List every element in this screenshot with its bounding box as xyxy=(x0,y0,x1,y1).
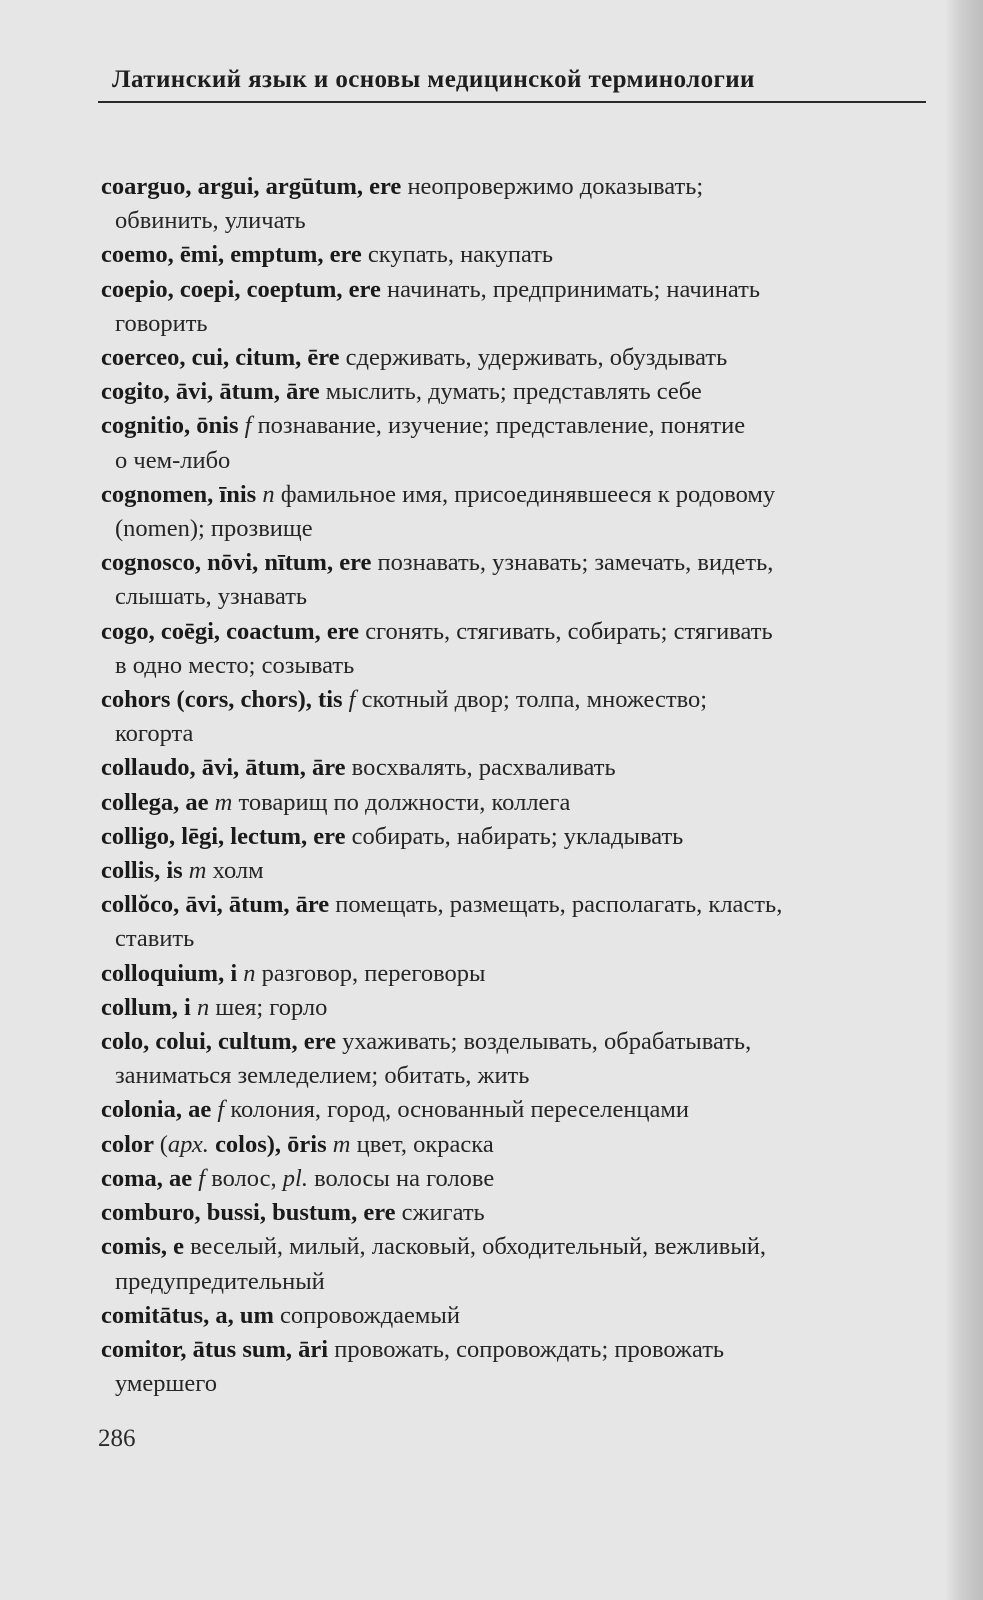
definition-text: волос, xyxy=(205,1164,283,1192)
definition-text: ставить xyxy=(115,925,195,953)
running-head-title: Латинский язык и основы медицинской терминологии xyxy=(112,66,755,93)
headword: coarguo, argui, argūtum, ere xyxy=(101,173,402,200)
dictionary-entry xyxy=(101,1093,926,1127)
headword: colo, colui, cultum, ere xyxy=(101,1028,336,1056)
definition-text: сжигать xyxy=(395,1199,485,1227)
definition-text: познавание, изучение; представление, понятие xyxy=(251,412,746,440)
headword: collŏco, āvi, ātum, āre xyxy=(101,891,330,919)
dictionary-entry xyxy=(101,786,926,820)
dictionary-entry xyxy=(101,820,926,854)
headword: collega, ae xyxy=(101,788,215,816)
running-head xyxy=(98,66,926,103)
grammar-label: f xyxy=(348,686,356,714)
definition-text: в одно место; созывать xyxy=(115,651,355,679)
grammar-label: m xyxy=(188,857,207,885)
headword: comitātus, a, um xyxy=(101,1301,274,1329)
definition-text: помещать, размещать, располагать, класть, xyxy=(329,891,783,919)
headword: coma, ae xyxy=(101,1164,199,1192)
headword: coerceo, cui, citum, ēre xyxy=(101,344,340,372)
entry-first-line xyxy=(101,273,926,307)
dictionary-entry xyxy=(101,1230,926,1298)
headword: colloquium, i xyxy=(101,959,244,987)
definition-text: разговор, переговоры xyxy=(255,959,486,987)
definition-text: (nomen); прозвище xyxy=(115,515,313,543)
entry-first-line xyxy=(101,1025,926,1059)
headword: comburo, bussi, bustum, ere xyxy=(101,1199,396,1227)
entry-continuation-line xyxy=(115,922,926,956)
dictionary-entry xyxy=(101,1299,926,1333)
entry-first-line xyxy=(101,1162,926,1196)
definition-text: веселый, милый, ласковый, обходительный, вежливый, xyxy=(184,1233,767,1261)
entry-first-line xyxy=(101,546,926,580)
dictionary-entry xyxy=(101,341,926,375)
dictionary-entry xyxy=(101,478,926,546)
dictionary-entry xyxy=(101,991,926,1025)
definition-text: сдерживать, удерживать, обуздывать xyxy=(339,344,728,372)
dictionary-entry xyxy=(101,888,926,956)
entry-continuation-line xyxy=(115,717,926,751)
entry-first-line xyxy=(101,1230,926,1264)
entry-first-line xyxy=(101,615,926,649)
headword: cognosco, nōvi, nītum, ere xyxy=(101,549,372,577)
entry-continuation-line xyxy=(115,649,926,683)
entry-first-line xyxy=(101,238,926,272)
entry-first-line xyxy=(101,1196,926,1230)
dictionary-entry xyxy=(101,1196,926,1230)
definition-text: восхвалять, расхваливать xyxy=(345,754,616,782)
entry-first-line xyxy=(101,170,926,204)
dictionary-entry xyxy=(101,1128,926,1162)
entry-first-line xyxy=(101,683,926,717)
entry-first-line xyxy=(101,1128,926,1162)
headword: coepio, coepi, coeptum, ere xyxy=(101,275,381,303)
definition-text: умершего xyxy=(115,1370,217,1398)
grammar-label: арх. xyxy=(167,1130,209,1158)
definition-text: о чем-либо xyxy=(115,446,231,474)
dictionary-entry xyxy=(101,170,926,238)
headword: cogo, coēgi, coactum, ere xyxy=(101,617,360,645)
page-edge-shadow xyxy=(945,0,983,1600)
entry-continuation-line xyxy=(115,204,926,238)
definition-text: собирать, набирать; укладывать xyxy=(345,822,684,850)
definition-text: колония, город, основанный переселенцами xyxy=(224,1096,690,1124)
headword: collis, is xyxy=(101,857,189,885)
definition-text: когорта xyxy=(115,720,194,748)
dictionary-entry xyxy=(101,238,926,272)
headword: comis, e xyxy=(101,1233,184,1261)
grammar-label: m xyxy=(214,788,233,816)
dictionary-entry xyxy=(101,273,926,341)
grammar-label: f xyxy=(244,412,252,440)
entry-continuation-line xyxy=(115,512,926,546)
dictionary-entry xyxy=(101,615,926,683)
headword: colos), ōris xyxy=(215,1130,333,1158)
entry-first-line xyxy=(101,1299,926,1333)
definition-text: неопровержимо доказывать; xyxy=(401,173,704,200)
headword: cohors (cors, chors), tis xyxy=(101,686,349,714)
definition-text: товарищ по должности, коллега xyxy=(232,788,571,816)
grammar-label: n xyxy=(243,959,256,987)
definition-text: цвет, окраска xyxy=(350,1130,494,1158)
definition-text: познавать, узнавать; замечать, видеть, xyxy=(371,549,774,577)
entry-continuation-line xyxy=(115,444,926,478)
entry-first-line xyxy=(101,854,926,888)
dictionary-entry xyxy=(101,854,926,888)
grammar-label: pl. xyxy=(282,1164,308,1192)
headword: colonia, ae xyxy=(101,1096,218,1124)
dictionary-entry xyxy=(101,683,926,751)
entry-first-line xyxy=(101,375,926,409)
grammar-label: n xyxy=(196,993,210,1021)
dictionary-entry xyxy=(101,546,926,614)
entry-first-line xyxy=(101,478,926,512)
dictionary-entries xyxy=(101,170,926,1401)
headword: collum, i xyxy=(101,993,197,1021)
dictionary-entry xyxy=(101,375,926,409)
definition-text: скупать, накупать xyxy=(361,241,554,269)
grammar-label: f xyxy=(217,1096,225,1124)
entry-first-line xyxy=(101,820,926,854)
header-rule xyxy=(98,101,926,103)
definition-text: волосы на голове xyxy=(307,1164,495,1192)
dictionary-entry xyxy=(101,957,926,991)
definition-text: скотный двор; толпа, множество; xyxy=(355,686,708,714)
definition-text: шея; горло xyxy=(209,993,328,1021)
entry-continuation-line xyxy=(115,1059,926,1093)
entry-first-line xyxy=(101,786,926,820)
definition-text: сгонять, стягивать, собирать; стягивать xyxy=(359,617,773,645)
definition-text: обвинить, уличать xyxy=(115,207,306,235)
dictionary-entry xyxy=(101,751,926,785)
definition-text: ( xyxy=(159,1130,168,1158)
grammar-label: f xyxy=(198,1164,206,1192)
definition-text: мыслить, думать; представлять себе xyxy=(319,378,702,406)
definition-text: предупредительный xyxy=(115,1267,325,1295)
entry-first-line xyxy=(101,957,926,991)
definition-text: сопровождаемый xyxy=(273,1301,460,1329)
page-number: 286 xyxy=(98,1425,136,1452)
headword: collaudo, āvi, ātum, āre xyxy=(101,754,346,782)
definition-text: фамильное имя, присоединявшееся к родовому xyxy=(274,480,776,508)
entry-first-line xyxy=(101,888,926,922)
entry-continuation-line xyxy=(115,307,926,341)
dictionary-entry xyxy=(101,1162,926,1196)
grammar-label: n xyxy=(262,480,275,508)
definition-text: начинать, предпринимать; начинать xyxy=(380,275,761,303)
entry-continuation-line xyxy=(115,1265,926,1299)
headword: coemo, ēmi, emptum, ere xyxy=(101,241,362,269)
entry-first-line xyxy=(101,991,926,1025)
headword: cogito, āvi, ātum, āre xyxy=(101,378,320,406)
definition-text: холм xyxy=(206,857,264,885)
definition-text: слышать, узнавать xyxy=(115,583,308,611)
entry-first-line xyxy=(101,341,926,375)
entry-first-line xyxy=(101,1333,926,1367)
dictionary-entry xyxy=(101,1333,926,1401)
definition-text: заниматься земледелием; обитать, жить xyxy=(115,1062,530,1090)
dictionary-entry xyxy=(101,1025,926,1093)
entry-first-line xyxy=(101,751,926,785)
definition-text: ухаживать; возделывать, обрабатывать, xyxy=(335,1028,752,1056)
headword: cognomen, īnis xyxy=(101,480,263,508)
dictionary-entry xyxy=(101,409,926,477)
headword: cognitio, ōnis xyxy=(101,412,245,440)
entry-first-line xyxy=(101,1093,926,1127)
headword: comitor, ātus sum, āri xyxy=(101,1335,329,1363)
headword: colligo, lēgi, lectum, ere xyxy=(101,822,346,850)
grammar-label: m xyxy=(332,1130,351,1158)
headword: color xyxy=(101,1130,160,1158)
definition-text: провожать, сопровождать; провожать xyxy=(328,1335,725,1363)
definition-text: говорить xyxy=(115,309,208,337)
entry-continuation-line xyxy=(115,1367,926,1401)
entry-continuation-line xyxy=(115,580,926,614)
entry-first-line xyxy=(101,409,926,443)
